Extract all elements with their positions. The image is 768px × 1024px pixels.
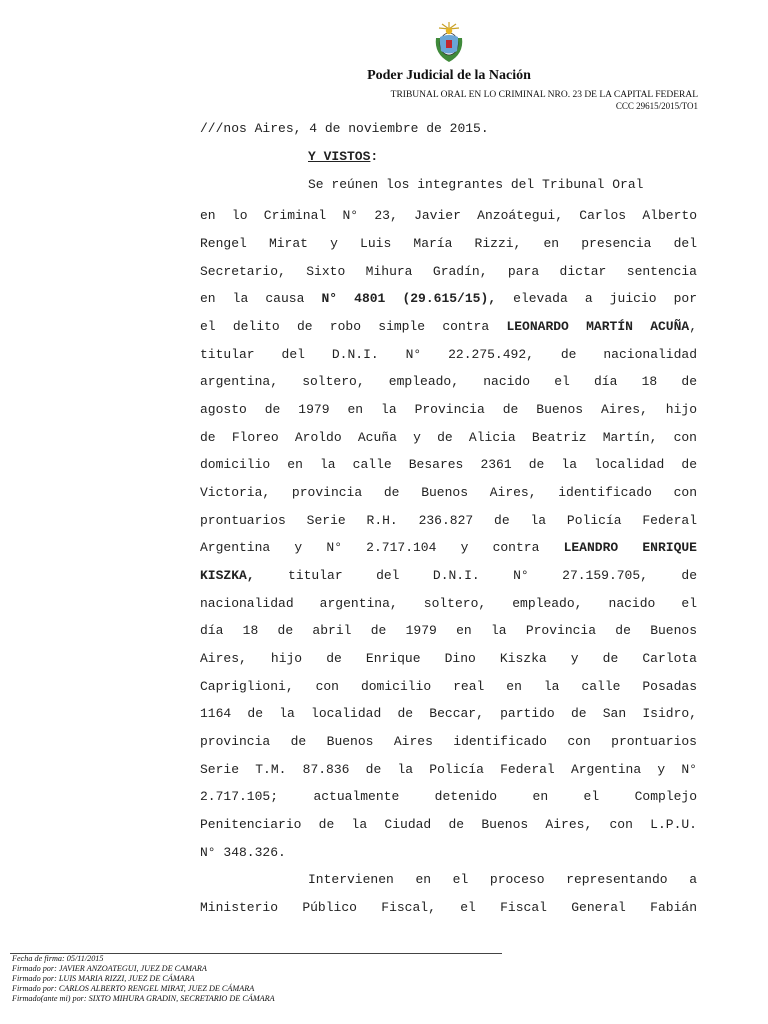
- case-number: N° 4801 (29.615/15),: [321, 291, 497, 306]
- para2-line-1: Intervienen en el proceso representando a: [308, 872, 697, 887]
- date-line: ///nos Aires, 4 de noviembre de 2015.: [200, 121, 489, 136]
- case-code: CCC 29615/2015/TO1: [615, 101, 698, 111]
- signature-4: Firmado(ante mi) por: SIXTO MIHURA GRADIN, SECRETARIO DE CÁMARA: [12, 994, 275, 1003]
- para1-line-22: Serie T.M. 87.836 de la Policía Federal Argentina y N°: [200, 762, 697, 777]
- para1-line-23: 2.717.105; actualmente detenido en el Complejo: [200, 789, 697, 804]
- para1-line-9: agosto de 1979 en la Provincia de Buenos Aires, hijo: [200, 402, 697, 417]
- para1-line-24: Penitenciario de la Ciudad de Buenos Aires, con L.P.U.: [200, 817, 697, 832]
- court-title: Poder Judicial de la Nación: [367, 68, 531, 83]
- signature-date: Fecha de firma: 05/11/2015: [12, 954, 104, 963]
- argentina-coat-of-arms-icon: [429, 20, 469, 66]
- para1-line-6: [200, 319, 697, 334]
- defendant-2-name-part1: LEANDRO ENRIQUE: [563, 540, 697, 555]
- para1-line-11: domicilio en la calle Besares 2361 de la localidad de: [200, 457, 697, 472]
- text: ,: [689, 319, 698, 334]
- text: el delito de robo simple contra: [200, 319, 507, 334]
- signature-3: Firmado por: CARLOS ALBERTO RENGEL MIRAT, JUEZ DE CÁMARA: [12, 984, 255, 993]
- para1-line-12: Victoria, provincia de Buenos Aires, identificado con: [200, 485, 697, 500]
- para1-line-21: provincia de Buenos Aires identificado con prontuarios: [200, 734, 697, 749]
- defendant-1-name: LEONARDO MARTÍN ACUÑA: [506, 319, 690, 334]
- text: elevada a juicio por: [496, 291, 698, 306]
- para1-line-5: [200, 291, 697, 306]
- signature-2: Firmado por: LUIS MARIA RIZZI, JUEZ DE CÁMARA: [12, 974, 195, 983]
- para2-line-2: Ministerio Público Fiscal, el Fiscal General Fabián: [200, 900, 697, 915]
- text: en la causa: [200, 291, 322, 306]
- signature-1: Firmado por: JAVIER ANZOATEGUI, JUEZ DE CAMARA: [12, 964, 207, 973]
- tribunal-name: TRIBUNAL ORAL EN LO CRIMINAL NRO. 23 DE LA CAPITAL FEDERAL: [390, 90, 698, 100]
- section-heading: [308, 149, 378, 164]
- text: Argentina y N° 2.717.104 y contra: [200, 540, 564, 555]
- heading-colon: :: [370, 149, 379, 164]
- para1-line-16: nacionalidad argentina, soltero, empleado, nacido el: [200, 596, 697, 611]
- para1-line-8: argentina, soltero, empleado, nacido el día 18 de: [200, 374, 697, 389]
- para1-line-3: Rengel Mirat y Luis María Rizzi, en presencia del: [200, 236, 697, 251]
- defendant-2-name-part2: KISZKA,: [200, 568, 255, 583]
- para1-line-7: titular del D.N.I. N° 22.275.492, de nacionalidad: [200, 347, 697, 362]
- para1-line-10: de Floreo Aroldo Acuña y de Alicia Beatriz Martín, con: [200, 430, 697, 445]
- para1-line-18: Aires, hijo de Enrique Dino Kiszka y de Carlota: [200, 651, 697, 666]
- para1-line-1: Se reúnen los integrantes del Tribunal Oral: [308, 177, 644, 192]
- para1-line-19: Capriglioni, con domicilio real en la calle Posadas: [200, 679, 697, 694]
- para1-line-13: prontuarios Serie R.H. 236.827 de la Policía Federal: [200, 513, 697, 528]
- heading-text: Y VISTOS: [308, 149, 371, 164]
- para1-line-17: día 18 de abril de 1979 en la Provincia de Buenos: [200, 623, 697, 638]
- para1-line-20: 1164 de la localidad de Beccar, partido de San Isidro,: [200, 706, 697, 721]
- para1-line-25: N° 348.326.: [200, 845, 286, 860]
- para1-line-14: [200, 540, 697, 555]
- para1-line-15: [200, 568, 697, 583]
- para1-line-2: en lo Criminal N° 23, Javier Anzoátegui, Carlos Alberto: [200, 208, 697, 223]
- text: titular del D.N.I. N° 27.159.705, de: [254, 568, 697, 583]
- para1-line-4: Secretario, Sixto Mihura Gradín, para dictar sentencia: [200, 264, 697, 279]
